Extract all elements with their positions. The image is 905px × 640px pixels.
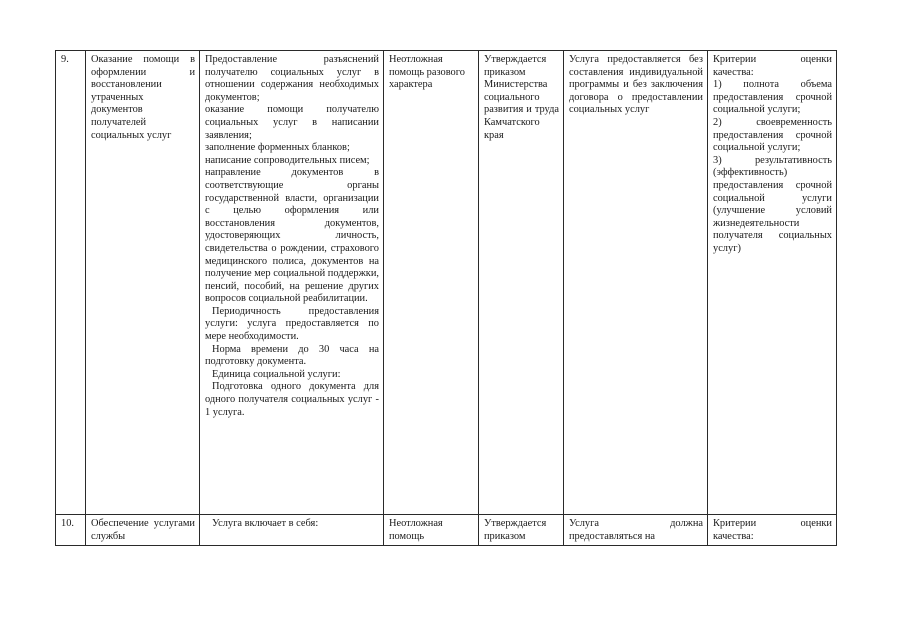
approval-order: Утверждается приказом Министерства социального развития и труда Камчатского края <box>479 51 564 515</box>
criteria-line: Критерии оценки качества: <box>713 54 832 78</box>
content-line: Единица социальной услуги: <box>212 368 341 380</box>
row-number: 10. <box>56 515 86 546</box>
service-conditions: Услуга предоставляется без составления индивидуальной программы и без заключения договора о предоставлении социальных услуг <box>564 51 708 515</box>
quality-criteria <box>708 51 837 515</box>
criteria-line: 1) полнота объема предоставления срочной социальной услуги; <box>713 79 832 116</box>
content-line: Предоставление разъяснений получателю социальных услуг в отношении содержания необходимых документов; <box>205 54 379 103</box>
content-line: Услуга включает в себя: <box>212 518 319 529</box>
content-line: заполнение форменных бланков; <box>205 142 350 154</box>
document-page <box>55 50 836 546</box>
content-line: написание сопроводительных писем; <box>205 154 370 166</box>
criteria-line: 3) результативность (эффективность) предоставления срочной социальной услуги (улучшение условий жизнедеятельности получателя социальных услуг) <box>713 154 832 254</box>
approval-order: Утверждается приказом <box>479 515 564 546</box>
service-name: Оказание помощи в оформлении и восстановлении утраченных документов получателей социальных услуг <box>86 51 200 515</box>
content-line: Норма времени до 30 часа на подготовку документа. <box>205 343 379 368</box>
content-line: направление документов в соответствующие органы государственной власти, организации с целью оформления или восстановления документов, удостоверяющих личность, свидетельства о рождении, страхового медицинского полиса, документов на получение мер социальной поддержки, пенсий, пособий, на решение других вопросов социальной реабилитации. <box>205 167 379 305</box>
criteria-line: 2) своевременность предоставления срочной социальной услуги; <box>713 116 832 154</box>
service-content <box>200 515 384 546</box>
row-number: 9. <box>56 51 86 515</box>
criteria-line: Критерии оценки качества: <box>713 518 832 542</box>
content-line: оказание помощи получателю социальных услуг в написании заявления; <box>205 104 379 141</box>
table-row <box>56 515 837 546</box>
table-row <box>56 51 837 515</box>
content-line: Подготовка одного документа для одного получателя социальных услуг - 1 услуга. <box>205 381 379 418</box>
services-table <box>55 50 837 546</box>
service-type: Неотложная помощь разового характера <box>384 51 479 515</box>
quality-criteria <box>708 515 837 546</box>
service-content <box>200 51 384 515</box>
service-name: Обеспечение услугами службы <box>86 515 200 546</box>
service-type: Неотложная помощь <box>384 515 479 546</box>
service-conditions: Услуга должна предоставляться на <box>564 515 708 546</box>
content-line: Периодичность предоставления услуги: услуга предоставляется по мере необходимости. <box>205 305 379 343</box>
